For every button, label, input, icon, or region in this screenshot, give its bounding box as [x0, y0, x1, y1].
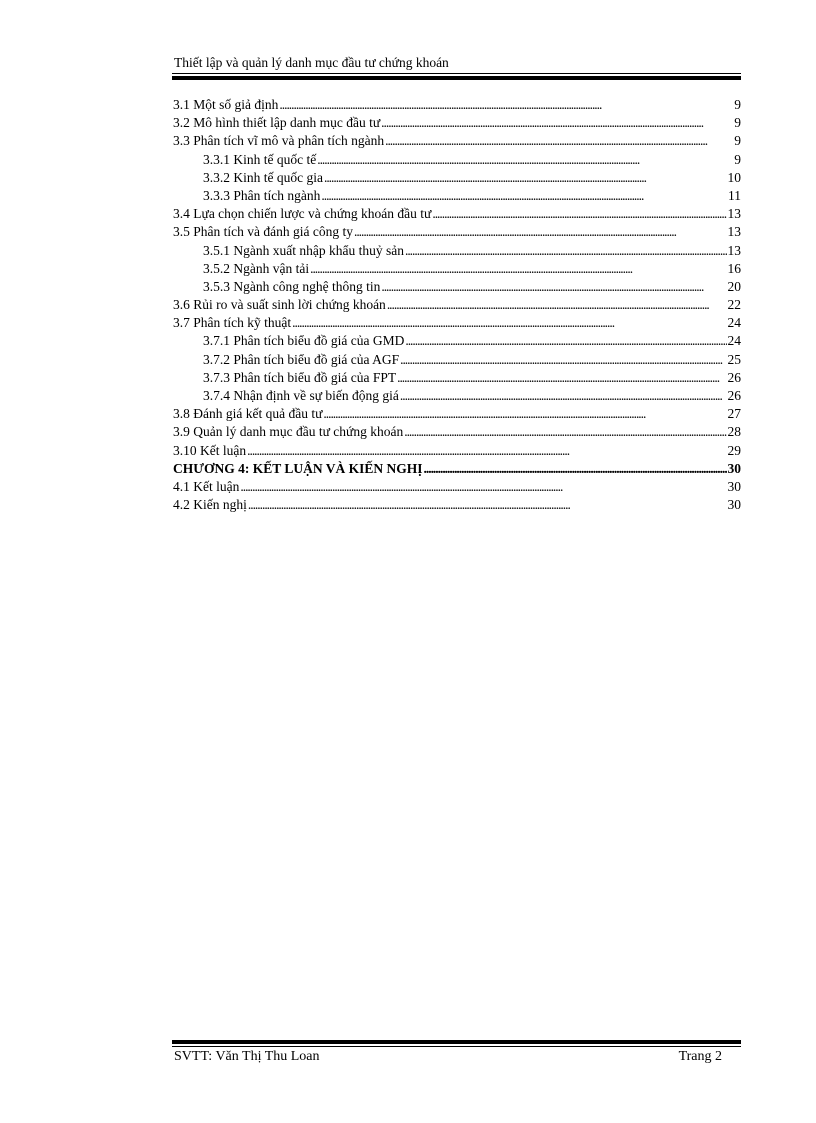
toc-entry-label: 3.3.2 Kinh tế quốc gia: [203, 169, 323, 185]
toc-entry[interactable]: [173, 278, 741, 296]
footer-rule-thick: [172, 1040, 741, 1044]
toc-dot-leader: [387, 296, 727, 314]
document-title: Thiết lập và quản lý danh mục đầu tư chứng khoán: [174, 55, 449, 70]
toc-entry[interactable]: [173, 132, 741, 150]
toc-entry[interactable]: [173, 332, 741, 350]
toc-dot-leader: [321, 187, 727, 205]
toc-entry[interactable]: [173, 169, 741, 187]
toc-entry-page: 13: [727, 206, 741, 222]
toc-entry[interactable]: [173, 496, 741, 514]
toc-entry-page: 25: [727, 351, 741, 367]
toc-dot-leader: [400, 387, 727, 405]
toc-entry-page: 13: [727, 224, 741, 240]
toc-entry[interactable]: [173, 96, 741, 114]
toc-entry[interactable]: [173, 369, 741, 387]
toc-entry-label: 3.3.3 Phân tích ngành: [203, 187, 321, 203]
toc-entry[interactable]: [173, 187, 741, 205]
toc-entry-page: 20: [727, 278, 741, 294]
toc-dot-leader: [292, 314, 726, 332]
toc-entry[interactable]: [173, 423, 741, 441]
toc-dot-leader: [310, 260, 726, 278]
toc-entry-label: 3.7.1 Phân tích biểu đồ giá của GMD: [203, 333, 405, 349]
student-name: SVTT: Văn Thị Thu Loan: [174, 1049, 320, 1064]
toc-entry-label: 3.5.1 Ngành xuất nhập khẩu thuỷ sản: [203, 242, 404, 258]
toc-entry-page: 24: [727, 333, 741, 349]
toc-entry[interactable]: [173, 242, 741, 260]
toc-entry-label: 3.1 Một số giả định: [173, 97, 279, 112]
toc-entry-label: 3.5.3 Ngành công nghệ thông tin: [203, 278, 381, 294]
header-rule-thick: [172, 76, 741, 80]
footer-rule-thin: [172, 1046, 741, 1047]
toc-dot-leader: [432, 205, 726, 223]
toc-entry[interactable]: [173, 114, 741, 132]
toc-entry[interactable]: [173, 351, 741, 369]
toc-entry-page: 24: [727, 315, 741, 331]
toc-entry[interactable]: [173, 296, 741, 314]
toc-entry-label: 3.7.2 Phân tích biểu đồ giá của AGF: [203, 351, 400, 367]
toc-entry-page: 9: [734, 115, 741, 131]
toc-entry-page: 16: [727, 260, 741, 276]
toc-entry[interactable]: [173, 405, 741, 423]
toc-entry-label: 3.5 Phân tích và đánh giá công ty: [173, 224, 353, 240]
toc-dot-leader: [397, 369, 726, 387]
toc-dot-leader: [317, 151, 733, 169]
toc-dot-leader: [400, 351, 726, 369]
toc-entry-page: 30: [727, 478, 741, 494]
toc-entry-page: 28: [727, 424, 741, 440]
toc-dot-leader: [354, 223, 727, 241]
toc-dot-leader: [323, 405, 726, 423]
toc-entry-label: 3.4 Lựa chọn chiến lược và chứng khoán đầu tư: [173, 206, 432, 222]
toc-entry-label: 3.9 Quản lý danh mục đầu tư chứng khoán: [173, 424, 404, 440]
toc-entry-label: 3.3 Phân tích vĩ mô và phân tích ngành: [173, 133, 385, 149]
toc-entry-label: 3.10 Kết luận: [173, 442, 247, 458]
page-number: Trang 2: [678, 1049, 722, 1064]
toc-dot-leader: [404, 423, 726, 441]
toc-entry-label: 3.3.1 Kinh tế quốc tế: [203, 151, 317, 167]
toc-dot-leader: [424, 460, 727, 478]
toc-entry-page: 30: [727, 497, 741, 513]
toc-entry-page: 9: [734, 133, 741, 149]
toc-dot-leader: [405, 242, 727, 260]
toc-entry[interactable]: [173, 387, 741, 405]
toc-entry[interactable]: [173, 151, 741, 169]
toc-dot-leader: [405, 332, 726, 350]
toc-chapter-entry[interactable]: [173, 460, 741, 478]
header-rule-thin: [172, 73, 741, 74]
toc-entry-label: 3.7 Phân tích kỹ thuật: [173, 315, 292, 331]
toc-dot-leader: [381, 278, 726, 296]
toc-entry[interactable]: [173, 478, 741, 496]
toc-entry-label: 4.2 Kiến nghị: [173, 497, 247, 513]
toc-entry-label: 4.1 Kết luận: [173, 478, 240, 494]
toc-entry-page: 30: [727, 460, 741, 476]
toc-entry[interactable]: [173, 442, 741, 460]
toc-entry-label: 3.5.2 Ngành vận tải: [203, 260, 310, 276]
toc-dot-leader: [279, 96, 733, 114]
toc-entry-page: 29: [727, 442, 741, 458]
toc-entry-page: 26: [727, 369, 741, 385]
toc-entry[interactable]: [173, 205, 741, 223]
toc-entry[interactable]: [173, 314, 741, 332]
toc-dot-leader: [240, 478, 726, 496]
toc-dot-leader: [381, 114, 733, 132]
toc-entry-page: 27: [727, 406, 741, 422]
toc-entry-label: 3.2 Mô hình thiết lập danh mục đầu tư: [173, 115, 381, 131]
toc-entry-page: 26: [727, 388, 741, 403]
toc-entry-label: 3.7.4 Nhận định về sự biến động giá: [203, 388, 399, 403]
toc-dot-leader: [324, 169, 727, 187]
toc-entry-label: 3.8 Đánh giá kết quả đầu tư: [173, 406, 323, 422]
toc-entry-page: 10: [727, 169, 741, 185]
toc-entry[interactable]: [173, 260, 741, 278]
toc-entry-label: 3.6 Rủi ro và suất sinh lời chứng khoán: [173, 297, 386, 313]
toc-entry[interactable]: [173, 223, 741, 241]
toc-entry-page: 11: [728, 187, 741, 203]
toc-entry-page: 9: [734, 97, 741, 112]
toc-entry-page: 22: [727, 297, 741, 313]
toc-entry-label: 3.7.3 Phân tích biểu đồ giá của FPT: [203, 369, 397, 385]
table-of-contents: [173, 96, 741, 514]
toc-dot-leader: [248, 496, 727, 514]
toc-entry-page: 13: [727, 242, 741, 258]
toc-entry-page: 9: [734, 151, 741, 167]
toc-dot-leader: [385, 132, 733, 150]
toc-dot-leader: [247, 442, 726, 460]
toc-entry-label: CHƯƠNG 4: KẾT LUẬN VÀ KIẾN NGHỊ: [173, 460, 423, 476]
